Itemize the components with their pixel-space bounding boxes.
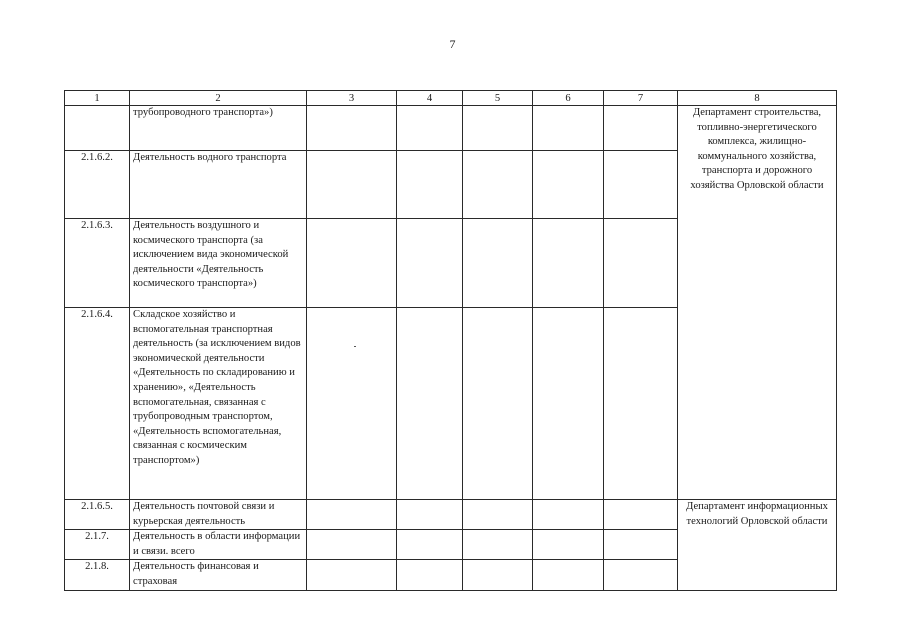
cell (604, 530, 678, 560)
header-row (65, 91, 837, 106)
header-col-1: 1 (65, 91, 130, 106)
table-row (65, 500, 837, 530)
row-code: 2.1.8. (65, 560, 130, 590)
row-name: Деятельность финансовая и страховая (130, 560, 307, 590)
cell (604, 500, 678, 530)
header-col-4: 4 (397, 91, 463, 106)
cell (533, 106, 604, 151)
cell (463, 500, 533, 530)
cell (604, 219, 678, 308)
cell (397, 151, 463, 219)
row-code: 2.1.7. (65, 530, 130, 560)
cell (463, 560, 533, 590)
cell (533, 219, 604, 308)
cell (397, 308, 463, 500)
header-col-8: 8 (678, 91, 837, 106)
header-col-5: 5 (463, 91, 533, 106)
cell (397, 106, 463, 151)
row-code: 2.1.6.3. (65, 219, 130, 308)
cell (307, 500, 397, 530)
row-name: Деятельность водного транспорта (130, 151, 307, 219)
row-code (65, 106, 130, 151)
row-code: 2.1.6.5. (65, 500, 130, 530)
cell (604, 560, 678, 590)
department-name: Департамент строительства, топливно-энергетического комплекса, жилищно-коммунального хозяйства, транспорта и дорожного хозяйства Орловской области (690, 107, 824, 191)
cell (604, 151, 678, 219)
row-name: Деятельность воздушного и космического транспорта (за исключением вида экономической деятельности «Деятельность космического транспорта») (130, 219, 307, 308)
cell (533, 151, 604, 219)
row-code: 2.1.6.4. (65, 308, 130, 500)
cell (307, 530, 397, 560)
cell (463, 308, 533, 500)
row-name: Складское хозяйство и вспомогательная транспортная деятельность (за исключением видов экономической деятельности «Деятельность по складированию и хранению», «Деятельность вспомогательная, связанная с трубопроводным транспортом, «Деятельность вспомогательная, связанная с космическим транспортом») (130, 308, 307, 500)
row-code: 2.1.6.2. (65, 151, 130, 219)
cell (463, 219, 533, 308)
cell (533, 530, 604, 560)
cell (397, 219, 463, 308)
cell (307, 308, 397, 500)
cell (463, 106, 533, 151)
header-col-2: 2 (130, 91, 307, 106)
cell (463, 151, 533, 219)
row-name: Деятельность почтовой связи и курьерская деятельность (130, 500, 307, 530)
cell (604, 308, 678, 500)
cell (307, 560, 397, 590)
cell (533, 308, 604, 500)
row-name: трубопроводного транспорта») (130, 106, 307, 151)
department-name: Департамент информационных технологий Орловской области (686, 501, 828, 527)
header-col-7: 7 (604, 91, 678, 106)
header-col-3: 3 (307, 91, 397, 106)
cell (397, 560, 463, 590)
table-row (65, 106, 837, 151)
row-name: Деятельность в области информации и связи. всего (130, 530, 307, 560)
department-cell (678, 106, 837, 500)
cell (533, 560, 604, 590)
page-number: 7 (449, 37, 456, 51)
cell (397, 500, 463, 530)
cell (397, 530, 463, 560)
cell (604, 106, 678, 151)
cell (307, 151, 397, 219)
cell (307, 106, 397, 151)
scan-speck (354, 346, 356, 347)
department-cell (678, 500, 837, 591)
cell (307, 219, 397, 308)
header-col-6: 6 (533, 91, 604, 106)
cell (533, 500, 604, 530)
cell (463, 530, 533, 560)
data-table (64, 90, 837, 591)
